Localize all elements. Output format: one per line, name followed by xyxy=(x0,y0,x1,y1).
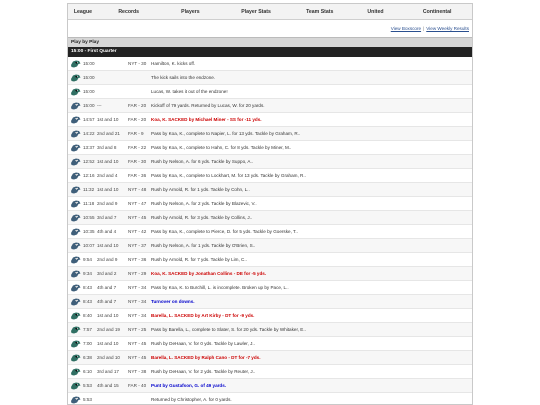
play-clock: 14:22 xyxy=(83,131,95,136)
play-list xyxy=(68,57,472,405)
nav-continental[interactable]: Continental xyxy=(422,8,452,15)
far-team-logo-icon xyxy=(70,297,81,307)
play-description: Rush by Arnold, R. for 3 yds. Tackle by Collins, J.. xyxy=(151,215,253,220)
play-row xyxy=(68,253,472,267)
play-row xyxy=(68,127,472,141)
play-row xyxy=(68,71,472,85)
nyt-team-logo-icon xyxy=(70,59,81,69)
play-ball-spot: FAR - 22 xyxy=(128,145,147,150)
play-row xyxy=(68,379,472,393)
play-ball-spot: FAR - 20 xyxy=(128,103,147,108)
view-boxscore-link[interactable]: View Boxscore xyxy=(390,26,422,31)
view-weekly-results-link[interactable]: View Weekly Results xyxy=(426,26,469,31)
far-team-logo-icon xyxy=(70,255,81,265)
play-ball-spot: NYT - 45 xyxy=(128,215,147,220)
play-down-distance: 1st and 10 xyxy=(97,313,119,318)
play-row xyxy=(68,99,472,113)
far-team-logo-icon xyxy=(70,143,81,153)
nyt-team-logo-icon xyxy=(70,87,81,97)
play-down-distance: 1st and 10 xyxy=(97,243,119,248)
far-team-logo-icon xyxy=(70,227,81,237)
play-row xyxy=(68,225,472,239)
play-description: Rush by Nelson, A. for 6 yds. Tackle by Suppo, A.. xyxy=(151,159,254,164)
play-ball-spot: NYT - 34 xyxy=(128,299,147,304)
play-row xyxy=(68,57,472,71)
nav-league[interactable]: League xyxy=(73,8,93,15)
play-clock: 11:32 xyxy=(83,187,95,192)
play-clock: 15:00 xyxy=(83,75,95,80)
play-row xyxy=(68,351,472,365)
play-ball-spot: FAR - 9 xyxy=(128,131,144,136)
far-team-logo-icon xyxy=(70,157,81,167)
play-down-distance: 1st and 10 xyxy=(97,187,119,192)
nyt-team-logo-icon xyxy=(70,381,81,391)
play-clock: 12:16 xyxy=(83,173,95,178)
far-team-logo-icon xyxy=(70,115,81,125)
nav-united[interactable]: United xyxy=(367,8,384,15)
play-row xyxy=(68,239,472,253)
play-down-distance: 3rd and 17 xyxy=(97,369,119,374)
play-description: Rush by Nelson, A. for 2 yds. Tackle by Blazevic, V.. xyxy=(151,201,257,206)
play-row xyxy=(68,267,472,281)
play-ball-spot: NYT - 47 xyxy=(128,201,147,206)
nyt-team-logo-icon xyxy=(70,367,81,377)
play-down-distance: 1st and 10 xyxy=(97,117,119,122)
play-down-distance: 3rd and 2 xyxy=(97,271,117,276)
play-clock: 9:54 xyxy=(83,257,92,262)
play-description: Koa, K. SACKED by Jonathan Collins - DE for -5 yds. xyxy=(151,271,267,276)
play-row xyxy=(68,309,472,323)
play-row xyxy=(68,281,472,295)
play-clock: 6:38 xyxy=(83,355,92,360)
play-description: Barella, L. SACKED by Art Kirby - DT for -9 yds. xyxy=(151,313,255,318)
far-team-logo-icon xyxy=(70,171,81,181)
play-ball-spot: FAR - 30 xyxy=(128,159,147,164)
play-clock: 8:43 xyxy=(83,285,92,290)
play-row xyxy=(68,85,472,99)
play-description: Pass by Koa, K. to Burchill, L. is incomplete. Broken up by Pace, L.. xyxy=(151,285,289,290)
play-row xyxy=(68,323,472,337)
play-ball-spot: NYT - 25 xyxy=(128,327,147,332)
play-ball-spot: FAR - 40 xyxy=(128,383,147,388)
play-description: Rush by DeHaan, V. for 2 yds. Tackle by Reuter, J.. xyxy=(151,369,256,374)
play-row xyxy=(68,295,472,309)
play-clock: 7:57 xyxy=(83,327,92,332)
far-team-logo-icon xyxy=(70,129,81,139)
play-row xyxy=(68,141,472,155)
play-description: Rush by Arnold, R. for 1 yds. Tackle by Cohn, L.. xyxy=(151,187,250,192)
game-page xyxy=(67,3,473,405)
link-separator: | xyxy=(423,26,425,31)
play-row xyxy=(68,211,472,225)
play-description: Lucas, W. takes it out of the endzone! xyxy=(151,89,228,94)
top-nav xyxy=(68,4,472,20)
play-clock: 5:53 xyxy=(83,397,92,402)
play-description: Pass by Barella, L., complete to Slater, S. for 20 yds. Tackle by Whitaker, E.. xyxy=(151,327,306,332)
nav-player-stats[interactable]: Player Stats xyxy=(241,8,271,15)
play-description: Rush by DeHaan, V. for 0 yds. Tackle by Lawler, J.. xyxy=(151,341,255,346)
play-row xyxy=(68,183,472,197)
play-down-distance: 3rd and 7 xyxy=(97,215,117,220)
play-down-distance: --- xyxy=(97,103,102,108)
play-down-distance: 4th and 7 xyxy=(97,285,117,290)
play-clock: 8:43 xyxy=(83,299,92,304)
play-clock: 8:40 xyxy=(83,313,92,318)
play-ball-spot: NYT - 34 xyxy=(128,313,147,318)
far-team-logo-icon xyxy=(70,241,81,251)
play-down-distance: 2nd and 21 xyxy=(97,131,120,136)
view-links xyxy=(68,20,472,37)
nav-team-stats[interactable]: Team Stats xyxy=(306,8,334,15)
play-row xyxy=(68,113,472,127)
nyt-team-logo-icon xyxy=(70,339,81,349)
play-row xyxy=(68,393,472,405)
play-down-distance: 2nd and 9 xyxy=(97,201,118,206)
play-description: The kick sails into the endzone. xyxy=(151,75,216,80)
play-clock: 12:52 xyxy=(83,159,95,164)
far-team-logo-icon xyxy=(70,185,81,195)
nav-records[interactable]: Records xyxy=(118,8,140,15)
play-description: Rush by Arnold, R. for 7 yds. Tackle by Lim, C.. xyxy=(151,257,247,262)
play-ball-spot: NYT - 45 xyxy=(128,355,147,360)
play-description: Pass by Koa, K., complete to Lockhart, M. for 13 yds. Tackle by Graham, R.. xyxy=(151,173,306,178)
play-description: Rush by Nelson, A. for 1 yds. Tackle by O'Brien, S.. xyxy=(151,243,256,248)
far-team-logo-icon xyxy=(70,213,81,223)
play-down-distance: 1st and 10 xyxy=(97,159,119,164)
play-ball-spot: NYT - 42 xyxy=(128,229,147,234)
play-clock: 10:07 xyxy=(83,243,95,248)
play-clock: 10:35 xyxy=(83,229,95,234)
far-team-logo-icon xyxy=(70,395,81,405)
play-clock: 15:00 xyxy=(83,89,95,94)
play-description: Pass by Koa, K., complete to Hahn, C. for 8 yds. Tackle by Miner, M.. xyxy=(151,145,292,150)
far-team-logo-icon xyxy=(70,199,81,209)
play-clock: 13:37 xyxy=(83,145,95,150)
play-description: Pass by Koa, K., complete to Pierce, D. for 5 yds. Tackle by Goerske, T.. xyxy=(151,229,298,234)
play-clock: 10:55 xyxy=(83,215,95,220)
nyt-team-logo-icon xyxy=(70,353,81,363)
play-row xyxy=(68,365,472,379)
play-down-distance: 1st and 10 xyxy=(97,341,119,346)
play-description: Barella, L. SACKED by Ralph Cano - DT for -7 yds. xyxy=(151,355,261,360)
play-clock: 7:00 xyxy=(83,341,92,346)
play-down-distance: 3rd and 8 xyxy=(97,145,117,150)
play-description: Koa, K. SACKED by Michael Miner - SS for -11 yds. xyxy=(151,117,262,122)
play-description: Hamilton, K. kicks off. xyxy=(151,61,196,66)
play-description: Kickoff of 79 yards. Returned by Lucas, W. for 20 yards. xyxy=(151,103,265,108)
play-row xyxy=(68,337,472,351)
play-clock: 15:00 xyxy=(83,103,95,108)
play-ball-spot: NYT - 37 xyxy=(128,243,147,248)
play-clock: 11:18 xyxy=(83,201,95,206)
play-clock: 9:34 xyxy=(83,271,92,276)
play-ball-spot: FAR - 20 xyxy=(128,117,147,122)
play-ball-spot: FAR - 36 xyxy=(128,173,147,178)
quarter-header: 15:00 - First Quarter xyxy=(68,47,472,57)
play-ball-spot: NYT - 34 xyxy=(128,285,147,290)
nav-players[interactable]: Players xyxy=(181,8,200,15)
far-team-logo-icon xyxy=(70,283,81,293)
play-down-distance: 2nd and 10 xyxy=(97,355,120,360)
play-clock: 6:10 xyxy=(83,369,92,374)
play-row xyxy=(68,169,472,183)
play-clock: 15:00 xyxy=(83,61,95,66)
play-down-distance: 2nd and 4 xyxy=(97,173,118,178)
play-ball-spot: NYT - 38 xyxy=(128,369,147,374)
play-ball-spot: NYT - 36 xyxy=(128,257,147,262)
play-ball-spot: NYT - 30 xyxy=(128,61,147,66)
far-team-logo-icon xyxy=(70,269,81,279)
play-ball-spot: NYT - 45 xyxy=(128,341,147,346)
play-row xyxy=(68,155,472,169)
nyt-team-logo-icon xyxy=(70,73,81,83)
nyt-team-logo-icon xyxy=(70,311,81,321)
far-team-logo-icon xyxy=(70,101,81,111)
play-clock: 14:57 xyxy=(83,117,95,122)
play-description: Returned by Christopher, A. for 0 yards. xyxy=(151,397,232,402)
play-ball-spot: NYT - 48 xyxy=(128,187,147,192)
play-ball-spot: NYT - 29 xyxy=(128,271,147,276)
play-description: Punt by Gustafson, G. of 49 yards. xyxy=(151,383,227,388)
nyt-team-logo-icon xyxy=(70,325,81,335)
play-down-distance: 4th and 7 xyxy=(97,299,117,304)
play-clock: 5:53 xyxy=(83,383,92,388)
play-description: Turnover on downs. xyxy=(151,299,195,304)
play-down-distance: 2nd and 9 xyxy=(97,257,118,262)
play-down-distance: 4th and 4 xyxy=(97,229,117,234)
play-row xyxy=(68,197,472,211)
play-down-distance: 4th and 15 xyxy=(97,383,119,388)
play-by-play-header: Play by Play xyxy=(68,37,472,47)
play-description: Pass by Koa, K., complete to Napier, L. for 13 yds. Tackle by Graham, R.. xyxy=(151,131,301,136)
play-down-distance: 2nd and 19 xyxy=(97,327,120,332)
